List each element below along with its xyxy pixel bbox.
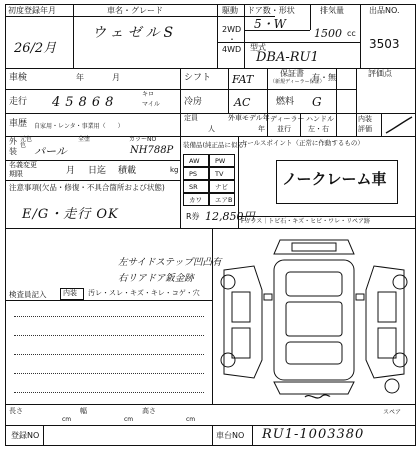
mid-col-a bbox=[228, 68, 229, 113]
shift-value: FAT bbox=[232, 73, 254, 86]
dims-width: 幅 bbox=[80, 407, 87, 415]
write-line-2 bbox=[14, 335, 204, 336]
equipment-item bbox=[209, 154, 235, 167]
car-diagram bbox=[214, 230, 414, 402]
equipment-item bbox=[183, 154, 209, 167]
drive-dot: ・ bbox=[228, 35, 236, 44]
header-bottom bbox=[5, 68, 416, 69]
notes-value: E/G・走行 OK bbox=[22, 207, 119, 222]
car-name-label: 車名・グレード bbox=[107, 6, 163, 15]
sales-point-label: セールスポイント（正常に作動するもの） bbox=[241, 139, 364, 147]
no-claim-stamp: ノークレーム車 bbox=[282, 170, 387, 188]
name-change-label: 名義変更 bbox=[9, 161, 37, 169]
equipment-item-label: PS bbox=[189, 170, 198, 178]
door-label: ドア数・形状 bbox=[247, 6, 295, 15]
equipment-item bbox=[209, 193, 235, 206]
color-no-label: カラーNO bbox=[129, 136, 157, 143]
footer-label-edge bbox=[43, 425, 44, 446]
equipment-item-label: ナビ bbox=[215, 183, 228, 191]
equipment-item bbox=[209, 180, 235, 193]
rating-left bbox=[356, 68, 357, 136]
reg-no-label: 登録NO bbox=[11, 431, 40, 440]
drive-2wd: 2WD bbox=[222, 25, 242, 34]
door-value: 5・W bbox=[254, 17, 286, 31]
fuel-label: 燃料 bbox=[276, 97, 295, 107]
recycle-value: 12,850円 bbox=[205, 210, 255, 223]
footer-chassis-edge bbox=[252, 425, 253, 446]
footer-mid bbox=[212, 425, 213, 446]
equipment-item bbox=[183, 167, 209, 180]
name-change-deadline: 期限 bbox=[9, 170, 23, 178]
capacity-label: 定員 bbox=[184, 114, 198, 122]
row-line-2 bbox=[5, 113, 180, 114]
dealer-label: ディーラー bbox=[270, 115, 305, 123]
name-change-month: 月 bbox=[66, 166, 76, 176]
diagram-mark bbox=[302, 390, 332, 404]
dealer-sub: 並行 bbox=[277, 125, 291, 133]
mid-row-1 bbox=[180, 89, 356, 90]
equipment-item bbox=[209, 167, 235, 180]
dims-height: 高さ bbox=[142, 407, 156, 415]
dims-length: 長さ bbox=[9, 407, 23, 415]
dims-top bbox=[5, 404, 416, 405]
displacement-label: 排気量 bbox=[320, 6, 344, 15]
spare-label: スペア bbox=[383, 409, 402, 416]
equipment-item bbox=[183, 193, 209, 206]
header-col-1 bbox=[73, 4, 74, 68]
header-divider bbox=[5, 16, 275, 17]
exterior-label-2: 装 bbox=[9, 147, 17, 156]
dims-height-cm: cm bbox=[186, 416, 196, 423]
write-line-3 bbox=[14, 354, 204, 355]
mileage-unit-bottom: マイル bbox=[142, 101, 160, 108]
interior-eval-slash bbox=[383, 114, 415, 136]
model-year-unit: 年 bbox=[258, 125, 265, 133]
drive-4wd: 4WD bbox=[222, 45, 242, 54]
diagram-divider bbox=[212, 228, 213, 404]
equipment-item-label: TV bbox=[215, 170, 224, 178]
paint-label: 全塗 bbox=[78, 136, 91, 143]
mileage-label: 走行 bbox=[9, 97, 28, 107]
write-line-5 bbox=[14, 392, 204, 393]
write-line-4 bbox=[14, 373, 204, 374]
recycle-label: R券 bbox=[186, 212, 200, 221]
row-line-1 bbox=[5, 89, 180, 90]
chassis-value: RU1-1003380 bbox=[262, 427, 365, 442]
inspection-month: 月 bbox=[112, 73, 120, 82]
interior-tag-label: 内装 bbox=[63, 289, 77, 297]
color-no-value: NH788P bbox=[130, 145, 174, 156]
mileage-value: 45868 bbox=[52, 95, 119, 110]
equipment-item bbox=[183, 180, 209, 193]
drive-mid bbox=[217, 42, 360, 43]
first-reg-value: 26/2月 bbox=[14, 41, 57, 56]
mid-row-3 bbox=[180, 136, 416, 137]
first-reg-label: 初度登録年月 bbox=[8, 6, 56, 15]
displacement-unit: cc bbox=[347, 29, 356, 38]
load-label: 積載 bbox=[118, 166, 137, 176]
dims-width-cm: cm bbox=[124, 416, 134, 423]
warranty-options: 有・無 bbox=[312, 73, 336, 82]
inspection-year: 年 bbox=[76, 73, 84, 82]
model-type-value: DBA-RU1 bbox=[256, 50, 319, 65]
model-type-label: 型式 bbox=[250, 43, 266, 52]
header-col-5 bbox=[360, 4, 361, 68]
equip-bottom bbox=[5, 228, 416, 229]
shift-label: シフト bbox=[184, 73, 212, 83]
glass-strip: Fガラス｜トビ石・キズ・ヒビ・ワレ・リペア跡 bbox=[241, 218, 371, 225]
displacement-value: 1500 bbox=[314, 27, 342, 40]
exterior-label-1: 外 bbox=[9, 137, 17, 146]
rating-label: 評価点 bbox=[368, 69, 392, 78]
capacity-unit: 人 bbox=[208, 125, 215, 133]
history-sub: 自家用・レンタ・事業用（ ） bbox=[34, 123, 124, 130]
inspector-remark-2: 右リアドア鈑金跡 bbox=[118, 273, 194, 284]
inspector-row bbox=[5, 300, 212, 301]
inspection-label: 車検 bbox=[9, 73, 28, 83]
interior-eval-label-1: 内装 bbox=[358, 115, 372, 123]
warranty-sub: （新規ディーラー保証） bbox=[270, 79, 325, 85]
ac-value: AC bbox=[234, 96, 251, 109]
notes-top bbox=[5, 180, 180, 181]
header-col-4 bbox=[310, 4, 311, 30]
write-line-1 bbox=[14, 316, 204, 317]
handle-sub: 左・右 bbox=[308, 125, 329, 133]
handle-label: ハンドル bbox=[306, 115, 334, 123]
history-label: 車歴 bbox=[9, 119, 28, 129]
interior-eval-left bbox=[381, 113, 382, 136]
inspector-label: 検査員記入 bbox=[9, 290, 47, 299]
equipment-item-label: カワ bbox=[189, 196, 202, 204]
listing-label: 出品NO. bbox=[369, 6, 400, 15]
name-change-day: 日迄 bbox=[88, 166, 107, 176]
chassis-label: 車台NO bbox=[216, 431, 245, 440]
equip-left bbox=[180, 136, 181, 228]
mid-col-c bbox=[336, 68, 337, 136]
dims-length-cm: cm bbox=[62, 416, 72, 423]
equipment-item-label: AW bbox=[189, 157, 200, 165]
listing-value: 3503 bbox=[369, 37, 400, 51]
load-kg: kg bbox=[170, 166, 179, 174]
inspector-remark-1: 左サイドステップ凹凸有 bbox=[118, 257, 222, 268]
header-col-3 bbox=[244, 4, 245, 68]
equipment-item-label: PW bbox=[215, 157, 226, 165]
equipment-label: 装備品(純正品に似る) bbox=[183, 141, 247, 149]
drive-label: 駆動 bbox=[222, 6, 238, 15]
exterior-color-sub: 色 bbox=[20, 142, 27, 149]
car-name-value: ウェゼルS bbox=[92, 25, 178, 41]
mileage-unit-top: キロ bbox=[142, 91, 155, 98]
warranty-label: 保証書 bbox=[280, 69, 304, 78]
header-col-2 bbox=[217, 4, 218, 68]
ac-label: 冷房 bbox=[184, 97, 203, 107]
model-year-label: 外車モデル年 bbox=[228, 114, 270, 122]
original-color-label: 元色 bbox=[20, 136, 33, 143]
footer-top bbox=[5, 425, 416, 426]
glass-strip-top bbox=[238, 216, 416, 217]
interior-items: 汚レ・スレ・キズ・キレ・コゲ・穴 bbox=[88, 289, 200, 297]
fuel-value: G bbox=[312, 95, 322, 109]
original-color-value: パール bbox=[34, 145, 67, 158]
equipment-item-label: SR bbox=[189, 183, 198, 191]
equipment-item-label: エアB bbox=[215, 196, 233, 204]
notes-label: 注意事項(欠品・修復・不具合箇所および状態) bbox=[9, 183, 165, 192]
interior-eval-label-2: 評価 bbox=[358, 125, 372, 133]
